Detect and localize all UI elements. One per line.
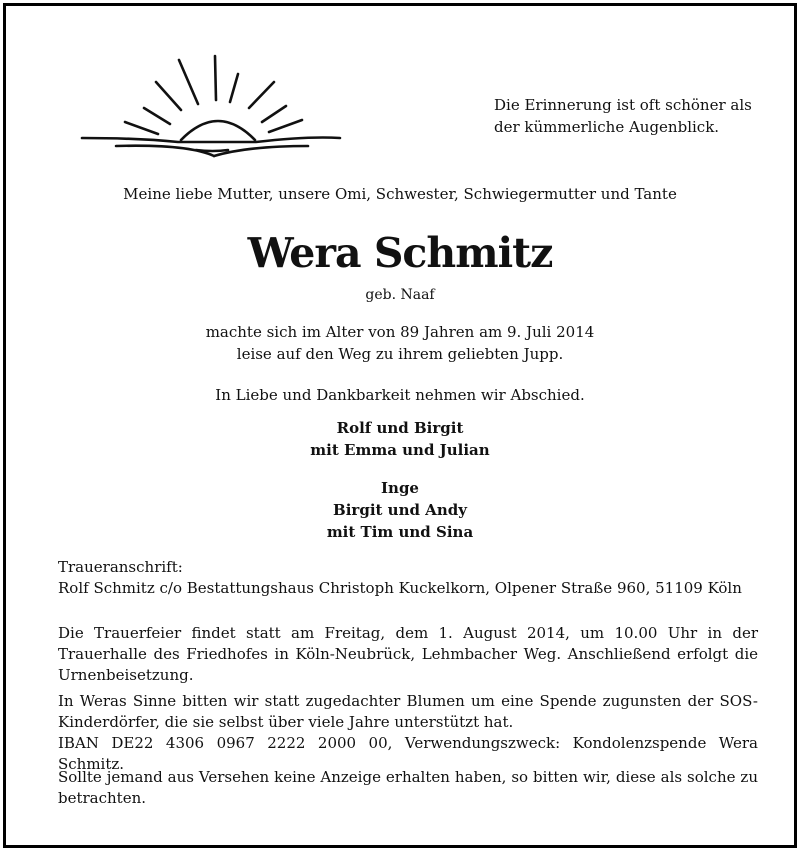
notice-paragraph: Sollte jemand aus Versehen keine Anzeige erhalten haben, so bitten wir, diese als solche zu betrachten. <box>58 768 758 807</box>
quote-line: Die Erinnerung ist oft schöner als <box>494 96 752 114</box>
mourners-group-2 <box>6 477 794 543</box>
mourner-line: Rolf und Birgit <box>336 419 464 437</box>
deceased-name: Wera Schmitz <box>247 229 553 277</box>
sunrise-icon <box>78 52 348 162</box>
mourner-line: Inge <box>381 479 419 497</box>
mourner-line: Birgit und Andy <box>333 501 467 519</box>
message-line: leise auf den Weg zu ihrem geliebten Jupp. <box>236 345 564 363</box>
obituary-frame <box>3 3 797 848</box>
address-text: Rolf Schmitz c/o Bestattungshaus Christoph Kuckelkorn, Olpener Straße 960, 51109 Köln <box>58 579 742 597</box>
iban-text: IBAN DE22 4306 0967 2222 2000 00, Verwendungszweck: Kondolenzspende Wera Schmitz. <box>58 734 758 773</box>
mourning-address <box>58 557 758 599</box>
mourner-line: mit Emma und Julian <box>310 441 490 459</box>
death-message <box>6 321 794 365</box>
donation-paragraph <box>58 691 758 775</box>
donation-text: In Weras Sinne bitten wir statt zugedachter Blumen um eine Spende zugunsten der SOS-Kinderdörfer, die sie selbst über viele Jahre unterstützt hat. <box>58 692 758 731</box>
intro-text: Meine liebe Mutter, unsere Omi, Schwester, Schwiegermutter und Tante <box>123 185 677 203</box>
address-label: Traueranschrift: <box>58 558 183 576</box>
mourners-group-1 <box>6 417 794 461</box>
quote-line: der kümmerliche Augenblick. <box>494 118 720 136</box>
mourner-line: mit Tim und Sina <box>326 523 474 541</box>
farewell-text: In Liebe und Dankbarkeit nehmen wir Abschied. <box>215 386 585 404</box>
quote <box>494 94 794 138</box>
ceremony-paragraph: Die Trauerfeier findet statt am Freitag, dem 1. August 2014, um 10.00 Uhr in der Trauerhalle des Friedhofes in Köln-Neubrück, Lehmbacher Weg. Anschließend erfolgt die Urnenbeisetzung. <box>58 624 758 684</box>
maiden-name: geb. Naaf <box>365 287 435 303</box>
message-line: machte sich im Alter von 89 Jahren am 9. Juli 2014 <box>205 323 595 341</box>
